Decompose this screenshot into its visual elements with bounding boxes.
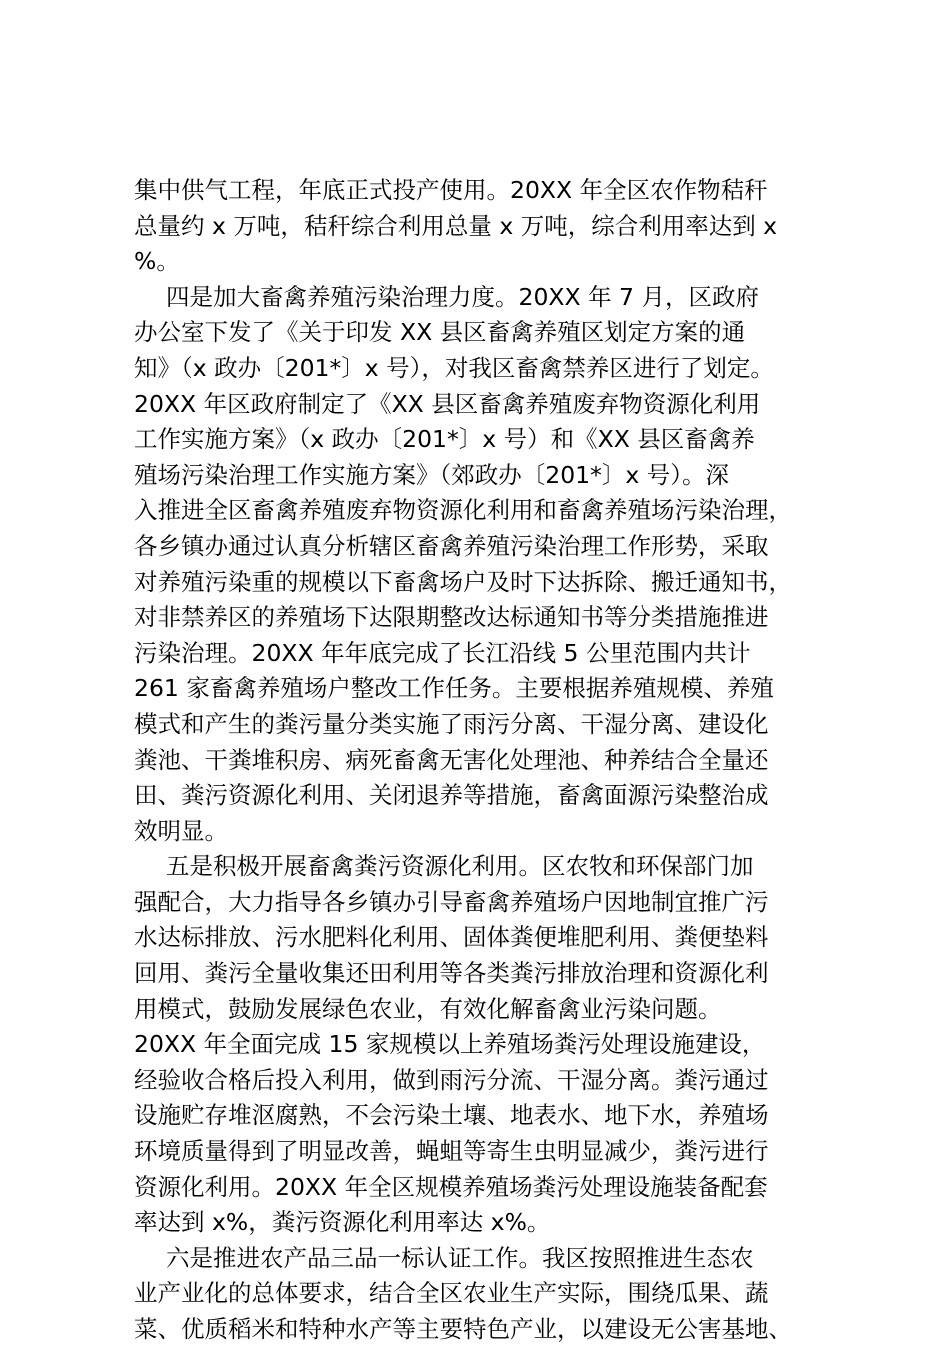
text-line: 总量约 x 万吨，秸秆综合利用总量 x 万吨，综合利用率达到 x <box>134 211 778 240</box>
text-line: 工作实施方案》（x 政办〔201*〕x 号）和《XX 县区畜禽养 <box>134 425 755 454</box>
text-line: 261 家畜禽养殖场户整改工作任务。主要根据养殖规模、养殖 <box>134 674 774 703</box>
text-line: 20XX 年区政府制定了《XX 县区畜禽养殖废弃物资源化利用 <box>134 389 761 418</box>
text-line: 模式和产生的粪污量分类实施了雨污分离、干湿分离、建设化 <box>134 709 769 738</box>
text-line: 入推进全区畜禽养殖废弃物资源化利用和畜禽养殖场污染治理， <box>134 496 792 525</box>
paragraph-start-line: 六是推进农产品三品一标认证工作。我区按照推进生态农 <box>166 1243 754 1272</box>
text-line: 集中供气工程，年底正式投产使用。20XX 年全区农作物秸秆 <box>134 176 768 204</box>
text-line: 知》（x 政办〔201*〕x 号），对我区畜禽禁养区进行了划定。 <box>134 353 774 382</box>
body-text <box>134 173 854 1348</box>
text-line: 田、粪污资源化利用、关闭退养等措施，畜禽面源污染整治成 <box>134 781 769 810</box>
text-line: %。 <box>134 247 180 276</box>
text-line: 粪池、干粪堆积房、病死畜禽无害化处理池、种养结合全量还 <box>134 745 769 774</box>
text-line: 强配合，大力指导各乡镇办引导畜禽养殖场户因地制宜推广污 <box>134 887 769 916</box>
text-line: 经验收合格后投入利用，做到雨污分流、干湿分离。粪污通过 <box>134 1065 769 1094</box>
paragraph-start-line: 五是积极开展畜禽粪污资源化利用。区农牧和环保部门加 <box>166 852 754 881</box>
text-line: 资源化利用。20XX 年全区规模养殖场粪污处理设施装备配套 <box>134 1172 768 1201</box>
text-line: 对非禁养区的养殖场下达限期整改达标通知书等分类措施推进 <box>134 603 769 632</box>
text-line: 办公室下发了《关于印发 XX 县区畜禽养殖区划定方案的通 <box>134 318 746 347</box>
text-line: 效明显。 <box>134 816 228 845</box>
text-line: 水达标排放、污水肥料化利用、固体粪便堆肥利用、粪便垫料 <box>134 923 769 952</box>
text-line: 殖场污染治理工作实施方案》（郊政办〔201*〕x 号）。深 <box>134 460 729 489</box>
text-line: 各乡镇办通过认真分析辖区畜禽养殖污染治理工作形势，采取 <box>134 531 769 560</box>
text-line: 环境质量得到了明显改善，蝇蛆等寄生虫明显减少，粪污进行 <box>134 1137 769 1166</box>
text-line: 用模式，鼓励发展绿色农业，有效化解畜禽业污染问题。 <box>134 994 722 1023</box>
text-line: 污染治理。20XX 年年底完成了长江沿线 5 公里范围内共计 <box>134 638 751 667</box>
text-line: 业产业化的总体要求，结合全区农业生产实际，围绕瓜果、蔬 <box>134 1279 769 1308</box>
text-line: 20XX 年全面完成 15 家规模以上养殖场粪污处理设施建设， <box>134 1030 766 1059</box>
text-line: 对养殖污染重的规模以下畜禽场户及时下达拆除、搬迁通知书， <box>134 567 792 596</box>
text-line: 率达到 x%，粪污资源化利用率达 x%。 <box>134 1208 551 1237</box>
text-line: 设施贮存堆沤腐熟，不会污染土壤、地表水、地下水，养殖场 <box>134 1101 769 1130</box>
text-line: 回用、粪污全量收集还田利用等各类粪污排放治理和资源化利 <box>134 959 769 988</box>
paragraph-start-line: 四是加大畜禽养殖污染治理力度。20XX 年 7 月，区政府 <box>166 282 759 311</box>
text-line: 菜、优质稻米和特种水产等主要特色产业，以建设无公害基地、 <box>134 1315 792 1343</box>
